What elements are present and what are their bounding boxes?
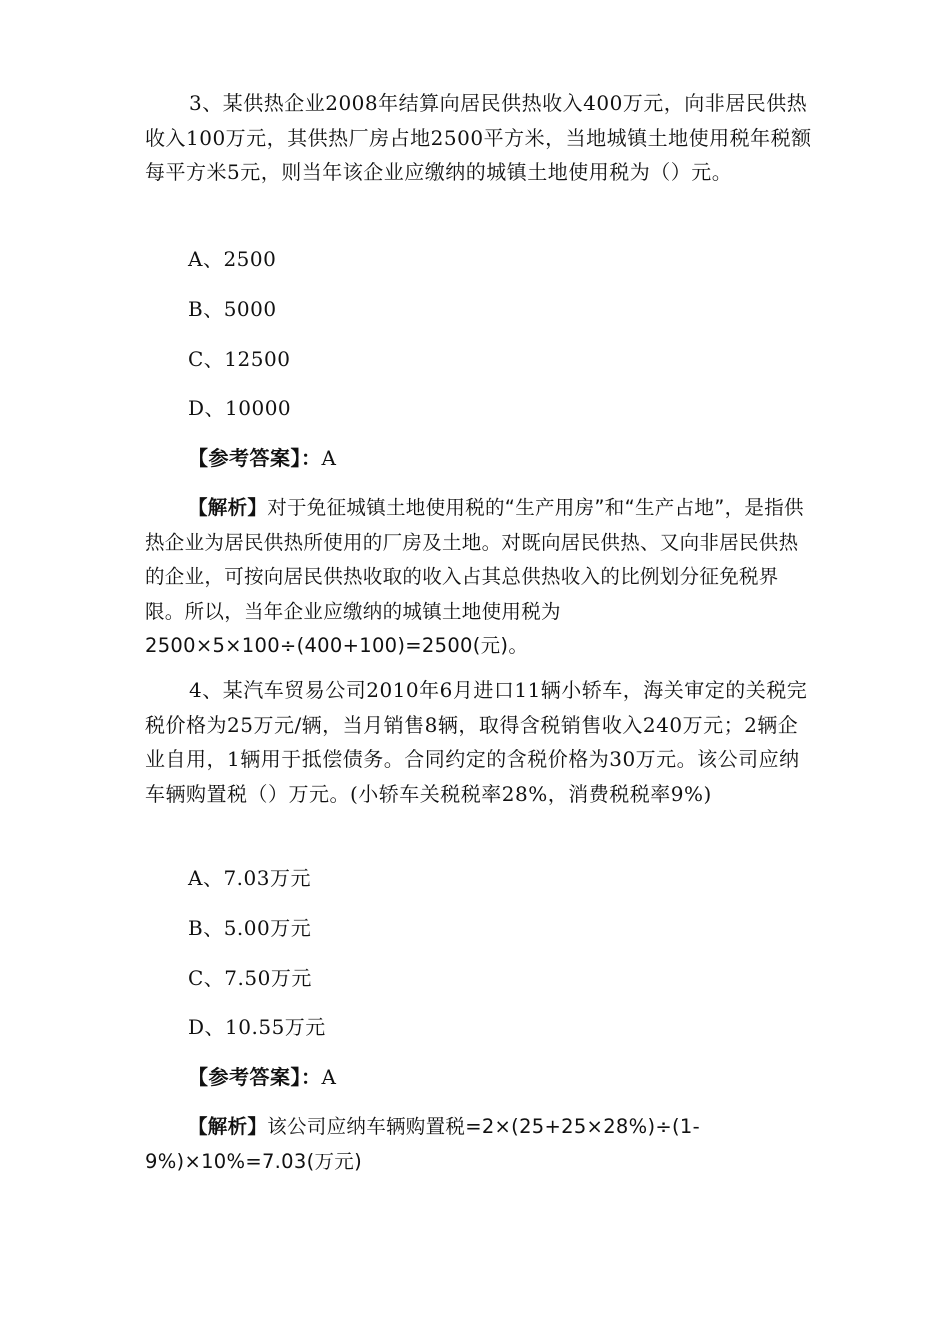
question-3-analysis: [145, 491, 815, 664]
question-3-option-d: D、10000: [188, 396, 292, 420]
question-4-option-d: D、10.55万元: [188, 1015, 326, 1039]
question-4-option-c: C、7.50万元: [188, 966, 312, 990]
analysis-tag: 【解析】: [188, 1115, 268, 1138]
question-4-option-a: A、7.03万元: [188, 866, 311, 890]
answer-value: A: [321, 1065, 337, 1089]
question-3-option-a: A、2500: [188, 247, 277, 271]
question-4-analysis: [145, 1110, 755, 1179]
question-4-option-b: B、5.00万元: [188, 916, 312, 940]
question-3-stem: 3、某供热企业2008年结算向居民供热收入400万元，向非居民供热收入100万元，其供热厂房占地2500平方米，当地城镇土地使用税年税额每平方米5元，则当年该企业应缴纳的城镇土地使用税为（）元。: [145, 91, 812, 184]
question-3-option-b: B、5000: [188, 297, 277, 321]
question-3-option-c: C、12500: [188, 347, 291, 371]
question-4-answer: [188, 1064, 336, 1090]
answer-value: A: [321, 446, 337, 470]
analysis-tag: 【解析】: [188, 496, 268, 519]
analysis-text: 该公司应纳车辆购置税=2×(25+25×28%)÷(1-9%)×10%=7.03(万元): [145, 1115, 700, 1173]
answer-label: 【参考答案】：: [188, 1065, 322, 1089]
question-3-answer: [188, 445, 336, 471]
analysis-text: 对于免征城镇土地使用税的“生产用房”和“生产占地”，是指供热企业为居民供热所使用的厂房及土地。对既向居民供热、又向非居民供热的企业，可按向居民供热收取的收入占其总供热收入的比例划分征免税界限。所以，当年企业应缴纳的城镇土地使用税为2500×5×100÷(400+100)=2500(元)。: [145, 496, 804, 657]
answer-label: 【参考答案】：: [188, 446, 322, 470]
question-4-stem: 4、某汽车贸易公司2010年6月进口11辆小轿车，海关审定的关税完税价格为25万元/辆，当月销售8辆，取得含税销售收入240万元；2辆企业自用，1辆用于抵偿债务。合同约定的含税价格为30万元。该公司应纳车辆购置税（）万元。(小轿车关税税率28%，消费税税率9%): [145, 678, 808, 806]
